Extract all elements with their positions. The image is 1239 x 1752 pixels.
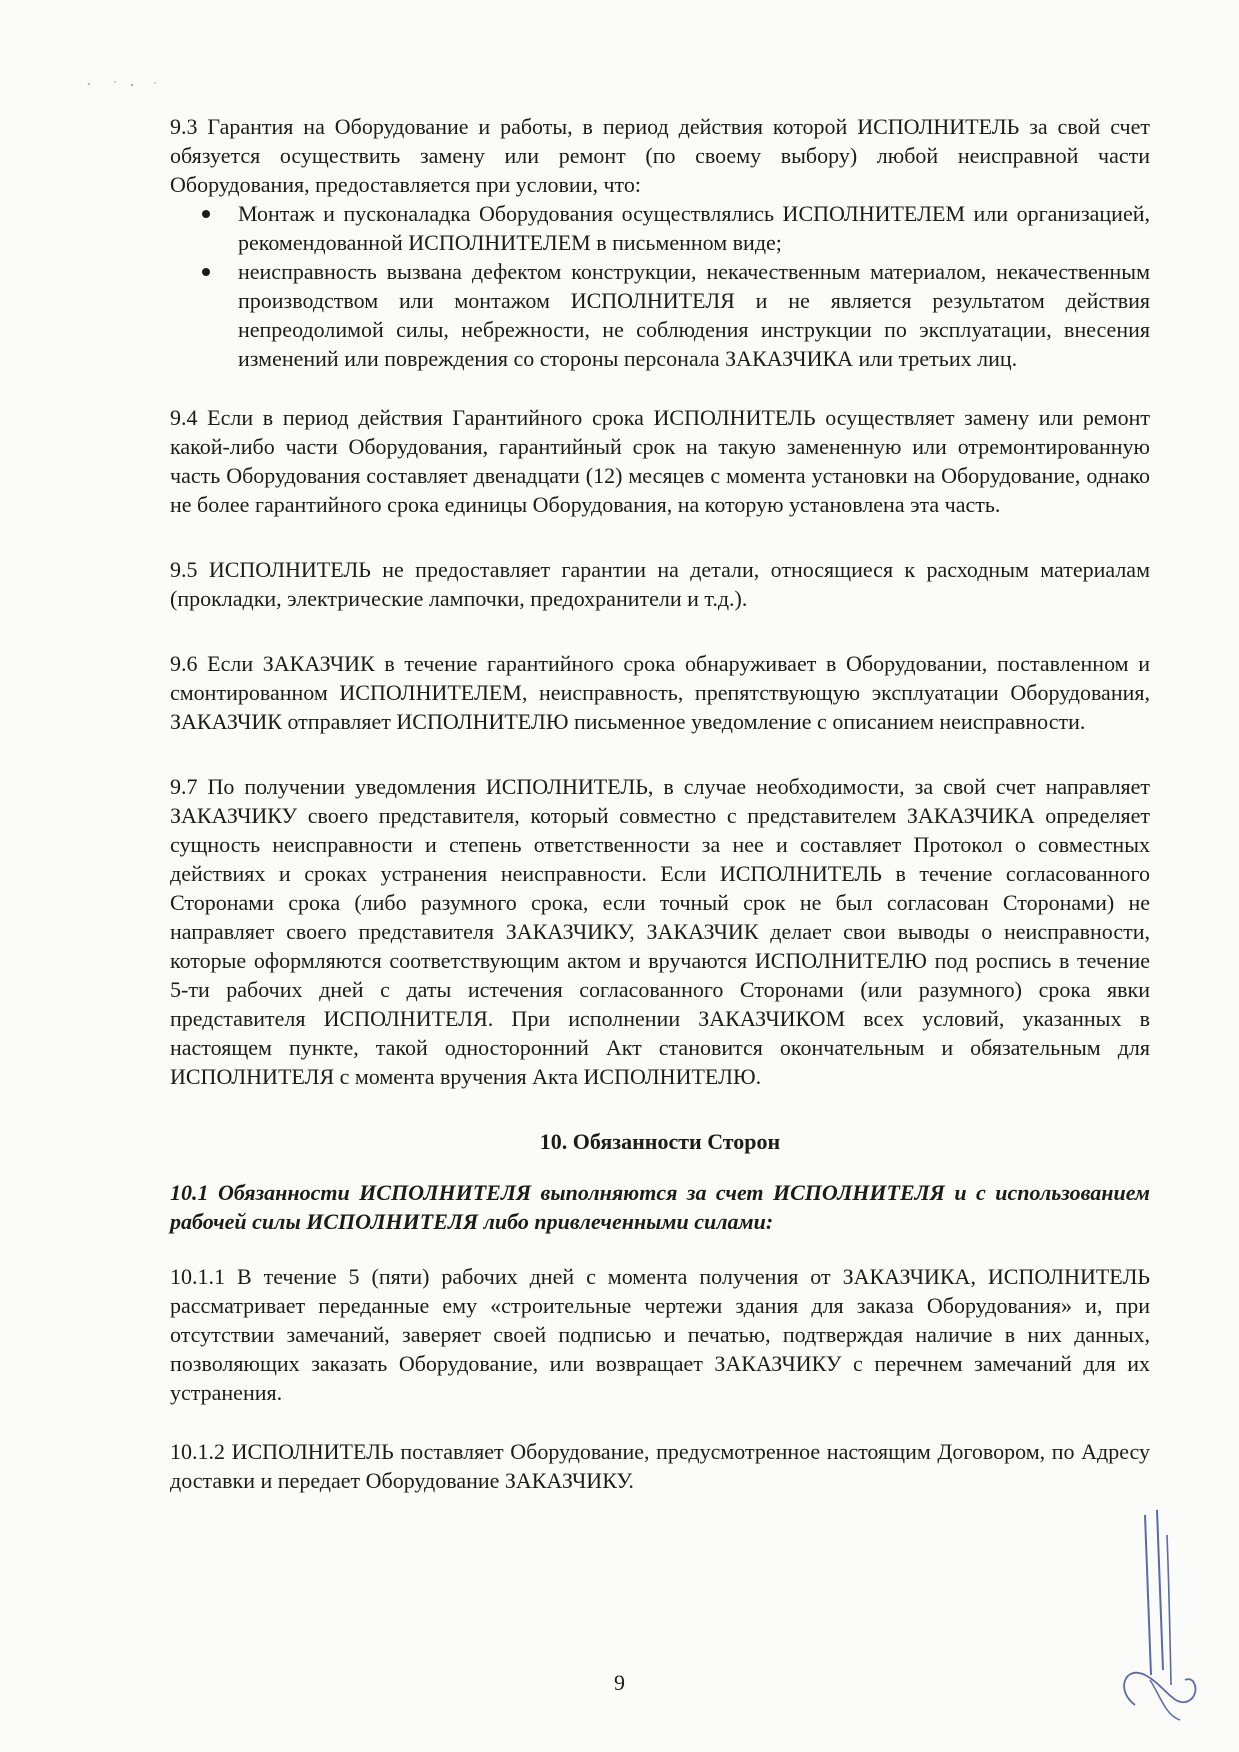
clause-9-7: 9.7 По получении уведомления ИСПОЛНИТЕЛЬ, в случае необходимости, за свой счет направляет ЗАКАЗЧИКУ своего представителя, который совместно с представителем ЗАКАЗЧИКА определяет сущность неисправности и степень ответственности за нее и составляет Протокол о совместных действиях и сроках устранения неисправности. Если ИСПОЛНИТЕЛЬ в течение согласованного Сторонами срока (либо разумного срока, если точный срок не был согласован Сторонами) не направляет своего представителя ЗАКАЗЧИКУ, ЗАКАЗЧИК делает свои выводы о неисправности, которые оформляются соответствующим актом и вручаются ИСПОЛНИТЕЛЮ под роспись в течение 5-ти рабочих дней с даты истечения согласованного Сторонами (или разумного) срока явки представителя ИСПОЛНИТЕЛЯ. При исполнении ЗАКАЗЧИКОМ всех условий, указанных в настоящем пункте, такой односторонний Акт становится окончательным и обязательным для ИСПОЛНИТЕЛЯ с момента вручения Акта ИСПОЛНИТЕЛЮ. [170, 774, 1150, 1089]
clause-9-6: 9.6 Если ЗАКАЗЧИК в течение гарантийного срока обнаруживает в Оборудовании, поставленном и смонтированном ИСПОЛНИТЕЛЕМ, неисправность, препятствующую эксплуатации Оборудования, ЗАКАЗЧИК отправляет ИСПОЛНИТЕЛЮ письменное уведомление с описанием неисправности. [170, 651, 1150, 734]
clause-9-3-intro: 9.3 Гарантия на Оборудование и работы, в период действия которой ИСПОЛНИТЕЛЬ за свой счет обязуется осуществить замену или ремонт (по своему выбору) любой неисправной части Оборудования, предоставляется при условии, что: [170, 114, 1150, 197]
handwritten-signature [1105, 1505, 1205, 1725]
document-body [170, 112, 1150, 1531]
page-number: 9 [614, 1670, 625, 1695]
clause-9-5: 9.5 ИСПОЛНИТЕЛЬ не предоставляет гарантии на детали, относящиеся к расходным материалам (прокладки, электрические лампочки, предохранители и т.д.). [170, 557, 1150, 611]
clause-10-1-1: 10.1.1 В течение 5 (пяти) рабочих дней с момента получения от ЗАКАЗЧИКА, ИСПОЛНИТЕЛЬ рассматривает переданные ему «строительные чертежи здания для заказа Оборудования» и, при отсутствии замечаний, заверяет своей подписью и печатью, подтверждая наличие в них данных, позволяющих заказать Оборудование, или возвращает ЗАКАЗЧИКУ с перечнем замечаний для их устранения. [170, 1264, 1150, 1405]
condition-item: Монтаж и пусконаладка Оборудования осуществлялись ИСПОЛНИТЕЛЕМ или организацией, рекомендованной ИСПОЛНИТЕЛЕМ в письменном виде; [238, 201, 1150, 255]
clause-10-1-heading: 10.1 Обязанности ИСПОЛНИТЕЛЯ выполняются за счет ИСПОЛНИТЕЛЯ и с использованием рабочей силы ИСПОЛНИТЕЛЯ либо привлеченными силами: [170, 1180, 1150, 1234]
clause-10-1-2: 10.1.2 ИСПОЛНИТЕЛЬ поставляет Оборудование, предусмотренное настоящим Договором, по Адресу доставки и передает Оборудование ЗАКАЗЧИКУ. [170, 1439, 1150, 1493]
condition-item: неисправность вызвана дефектом конструкции, некачественным материалом, некачественным производством или монтажом ИСПОЛНИТЕЛЯ и не является результатом действия непреодолимой силы, небрежности, не соблюдения инструкции по эксплуатации, внесения изменений или повреждения со стороны персонала ЗАКАЗЧИКА или третьих лиц. [238, 259, 1150, 371]
section-10-heading: 10. Обязанности Сторон [539, 1129, 781, 1154]
scan-artifacts [85, 78, 175, 90]
clause-9-4: 9.4 Если в период действия Гарантийного срока ИСПОЛНИТЕЛЬ осуществляет замену или ремонт какой-либо части Оборудования, гарантийный срок на такую замененную или отремонтированную часть Оборудования составляет двенадцати (12) месяцев с момента установки на Оборудование, однако не более гарантийного срока единицы Оборудования, на которую установлена эта часть. [170, 405, 1150, 517]
clause-9-3-conditions [170, 199, 1150, 373]
